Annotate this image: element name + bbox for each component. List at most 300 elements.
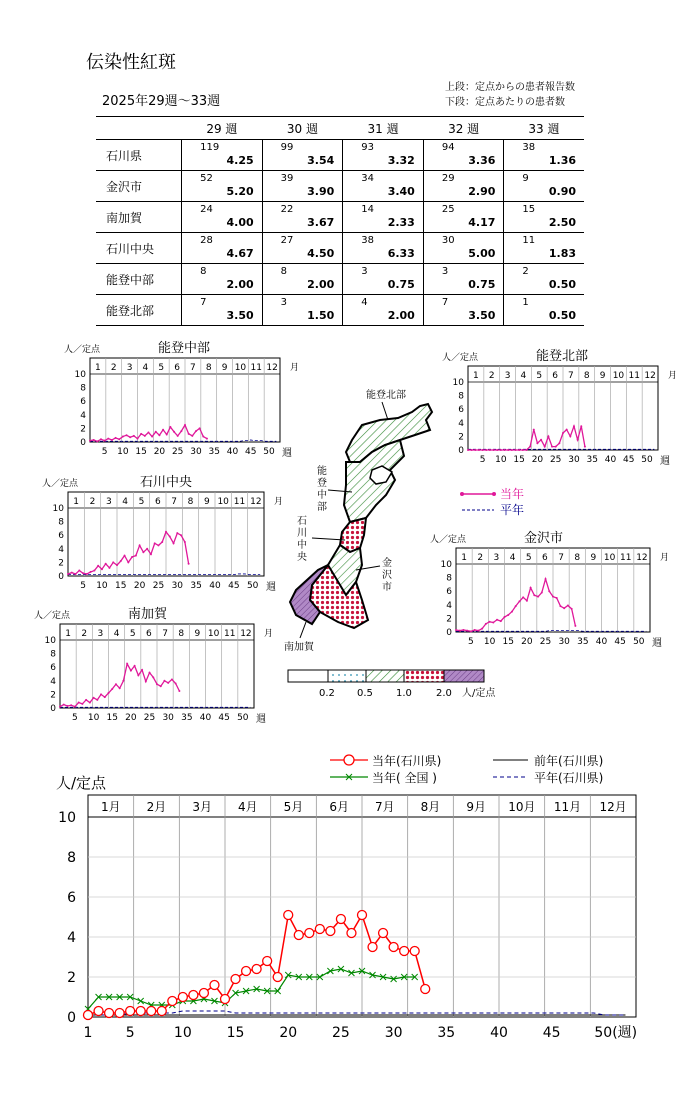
current-point (481, 628, 483, 630)
x-tick-label: 25 (539, 637, 552, 647)
month-label: 11 (250, 363, 262, 373)
current-point (108, 692, 110, 694)
current-point (93, 439, 95, 441)
month-label: 5 (536, 371, 543, 381)
main-current-point (336, 915, 345, 924)
y-tick-label: 6 (50, 663, 56, 674)
current-point (529, 446, 531, 448)
current-point (191, 435, 193, 437)
regional-chart-title: 能登北部 (536, 349, 589, 364)
current-point (552, 596, 554, 598)
current-point (137, 438, 139, 440)
scale-swatch-4 (444, 670, 484, 682)
current-point (485, 623, 487, 625)
current-point (507, 449, 509, 451)
x-tick-label: 20 (153, 447, 166, 457)
month-label: 12 (644, 371, 656, 381)
current-point (147, 431, 149, 433)
month-label: 9 (194, 629, 201, 639)
map-label-ishikawa-chuo-1: 石 (297, 516, 307, 527)
current-point (59, 706, 61, 708)
regional-chart-title: 能登中部 (158, 341, 211, 356)
x-tick-label: 40 (226, 447, 239, 457)
current-point (144, 435, 146, 437)
current-point (151, 436, 153, 438)
current-point (157, 544, 159, 546)
report-count: 29 (441, 173, 455, 184)
main-month-label: 3月 (192, 800, 212, 814)
current-point (536, 442, 538, 444)
current-point (101, 568, 103, 570)
map-label-noto-chubu-3: 中 (317, 490, 327, 501)
per-sentinel-rate: 2.50 (548, 216, 576, 229)
regional-chart-3 (430, 530, 669, 649)
x-tick-label: 15 (502, 637, 514, 647)
per-sentinel-rate: 3.50 (468, 309, 496, 322)
current-point (156, 683, 158, 685)
current-point (459, 630, 461, 632)
current-point (141, 669, 143, 671)
month-label: 8 (178, 629, 185, 639)
month-label: 10 (217, 497, 229, 507)
main-x-tick-label: 20 (279, 1025, 298, 1041)
column-header: 32 週 (423, 117, 504, 140)
current-point (131, 556, 133, 558)
current-point (533, 594, 535, 596)
y-tick-label: 2 (446, 614, 452, 625)
main-current-point (294, 931, 303, 940)
per-sentinel-rate: 1.83 (548, 247, 576, 260)
month-label: 4 (520, 371, 527, 381)
x-tick-label: 35 (190, 581, 202, 591)
report-count: 11 (522, 235, 536, 246)
x-tick-label: 30 (568, 455, 580, 465)
per-sentinel-rate: 1.36 (548, 154, 576, 167)
current-point (78, 702, 80, 704)
month-label: 4 (142, 363, 149, 373)
x-tick-label: 50 (246, 581, 259, 591)
current-point (455, 629, 457, 631)
current-point (485, 449, 487, 451)
current-point (544, 446, 546, 448)
current-point (478, 449, 480, 451)
main-current-point (421, 985, 430, 994)
month-label: 1 (65, 629, 71, 639)
current-point (195, 430, 197, 432)
main-month-label: 8月 (420, 800, 441, 814)
main-x-tick-label: 30 (384, 1025, 403, 1041)
y-tick-label: 0 (446, 628, 452, 638)
x-tick-label: 40 (604, 455, 617, 465)
scale-swatch-1 (328, 670, 366, 682)
month-label: 1 (73, 497, 80, 507)
y-tick-label: 4 (458, 418, 464, 429)
main-current-point (368, 943, 377, 952)
report-count: 7 (441, 297, 449, 308)
per-sentinel-rate: 5.00 (468, 247, 496, 260)
main-x-tick-label: 40 (490, 1025, 508, 1041)
current-point (96, 440, 98, 442)
current-point (63, 704, 65, 706)
x-tick-label: 50 (633, 637, 645, 647)
map-label-noto-chubu-1: 能 (317, 466, 327, 477)
per-sentinel-rate: 0.75 (468, 278, 496, 291)
main-current-point (242, 967, 251, 976)
current-point (515, 449, 517, 451)
scale-swatch-2 (366, 670, 404, 682)
legend-average-label: 平年(石川県) (534, 771, 604, 785)
current-point (489, 449, 491, 451)
month-label: 10 (612, 371, 625, 381)
scale-swatch-3 (404, 670, 444, 682)
month-label: 2 (477, 553, 484, 563)
current-point (90, 571, 92, 573)
month-label: 2 (89, 497, 96, 507)
map-legend-current-label: 当年 (500, 487, 525, 501)
current-point (540, 439, 542, 441)
y-tick-label: 10 (440, 560, 452, 570)
current-point (129, 436, 131, 438)
current-point (492, 621, 494, 623)
y-tick-label: 0 (58, 572, 64, 582)
map-label-ishikawa-chuo-4: 央 (297, 552, 307, 563)
main-current-point (252, 965, 261, 974)
per-sentinel-rate: 4.67 (226, 247, 254, 260)
column-header: 33 週 (504, 117, 584, 140)
current-point (482, 449, 484, 451)
report-count: 14 (361, 204, 374, 215)
current-point (115, 683, 117, 685)
current-point (518, 449, 520, 451)
main-y-tick-label: 8 (67, 850, 76, 866)
current-point (563, 607, 565, 609)
month-label: 12 (266, 363, 278, 373)
scale-label: 0.5 (357, 688, 373, 699)
current-point (89, 440, 91, 442)
per-sentinel-rate: 2.00 (226, 278, 254, 291)
current-point (173, 542, 175, 544)
per-sentinel-rate: 3.32 (387, 154, 415, 167)
per-sentinel-rate: 4.25 (226, 154, 254, 167)
x-tick-label: 45 (218, 713, 230, 723)
x-tick-label: 35 (586, 455, 598, 465)
main-current-point (400, 947, 409, 956)
current-point (160, 685, 162, 687)
current-point (165, 531, 167, 533)
month-label: 8 (574, 553, 581, 563)
current-point (551, 446, 553, 448)
current-point (555, 446, 557, 448)
main-current-point (379, 929, 388, 938)
current-point (71, 572, 73, 574)
main-y-tick-label: 0 (67, 1010, 76, 1026)
main-current-point (126, 1007, 135, 1016)
month-label: 3 (97, 629, 104, 639)
x-tick-label: 5 (479, 455, 486, 465)
current-point (541, 592, 543, 594)
current-point (115, 437, 117, 439)
row-header: 石川県 (96, 140, 182, 171)
current-point (176, 532, 178, 534)
y-tick-label: 0 (458, 446, 464, 456)
current-point (171, 678, 173, 680)
week-unit-label: 週 (256, 714, 266, 725)
y-tick-label: 4 (80, 410, 86, 421)
map-label-kanazawa-3: 市 (382, 582, 392, 593)
week-unit-label: 週 (282, 448, 292, 459)
current-point (111, 688, 113, 690)
main-current-point (389, 943, 398, 952)
per-sentinel-rate: 1.50 (307, 309, 335, 322)
current-point (158, 434, 160, 436)
legend-note-upper: 上段：定点からの患者報告数 (445, 82, 575, 93)
x-tick-label: 30 (171, 581, 184, 591)
scale-swatch-0 (288, 670, 328, 682)
per-sentinel-rate: 4.50 (307, 247, 335, 260)
main-x-tick-label: 35 (437, 1025, 456, 1041)
main-current-point (347, 929, 356, 938)
main-current-point (168, 997, 177, 1006)
current-point (462, 629, 464, 631)
column-header: 31 週 (343, 117, 424, 140)
main-current-point (231, 975, 240, 984)
x-tick-label: 5 (72, 713, 78, 723)
month-label: 1 (461, 553, 467, 563)
row-header: 能登北部 (96, 295, 182, 326)
x-tick-label: 40 (595, 637, 608, 647)
month-label: 9 (599, 371, 606, 381)
current-point (173, 431, 175, 433)
current-point (584, 446, 586, 448)
map-label-noto-hokubu: 能登北部 (366, 390, 406, 401)
current-point (112, 561, 114, 563)
per-sentinel-rate: 3.67 (307, 216, 335, 229)
current-point (127, 561, 129, 563)
current-point (206, 438, 208, 440)
page-title: 伝染性紅斑 (86, 52, 176, 73)
report-count: 3 (441, 266, 449, 277)
current-point (511, 449, 513, 451)
per-sentinel-rate: 3.36 (468, 154, 496, 167)
row-header: 南加賀 (96, 202, 182, 233)
per-sentinel-rate: 4.00 (226, 216, 254, 229)
column-header: 29 週 (182, 117, 263, 140)
per-sentinel-rate: 2.33 (387, 216, 415, 229)
month-label: 4 (122, 497, 129, 507)
current-point (97, 565, 99, 567)
current-point (533, 429, 535, 431)
map-label-ishikawa-chuo-2: 川 (297, 528, 307, 539)
month-label: 12 (636, 553, 648, 563)
y-tick-label: 6 (80, 397, 86, 408)
current-point (116, 564, 118, 566)
y-tick-label: 4 (50, 676, 56, 687)
x-tick-label: 50 (237, 713, 249, 723)
y-tick-label: 8 (50, 649, 56, 660)
main-current-point (147, 1007, 156, 1016)
current-point (500, 449, 502, 451)
report-count: 99 (280, 142, 294, 153)
per-sentinel-rate: 0.75 (387, 278, 415, 291)
current-point (135, 555, 137, 557)
per-sentinel-rate: 6.33 (387, 247, 415, 260)
current-point (500, 620, 502, 622)
current-point (140, 433, 142, 435)
report-count: 8 (280, 266, 288, 277)
current-point (122, 436, 124, 438)
report-count: 2 (522, 266, 529, 277)
month-label: 5 (525, 553, 532, 563)
month-label: 11 (233, 497, 246, 507)
period-label: 2025年29週～33週 (102, 94, 221, 109)
column-header: 30 週 (262, 117, 343, 140)
current-point (118, 438, 120, 440)
current-point (530, 587, 532, 589)
x-tick-label: 25 (549, 455, 562, 465)
current-point (134, 665, 136, 667)
main-current-point (105, 1009, 114, 1018)
current-point (558, 442, 560, 444)
map-label-noto-chubu-4: 部 (317, 502, 327, 513)
current-point (70, 704, 72, 706)
current-point (577, 439, 579, 441)
y-tick-label: 0 (50, 704, 56, 714)
x-tick-label: 5 (101, 447, 108, 457)
current-point (493, 449, 495, 451)
main-current-point (273, 973, 282, 982)
legend-current-pref-marker (344, 755, 354, 765)
current-point (562, 432, 564, 434)
month-unit-label: 月 (264, 629, 274, 639)
x-tick-label: 20 (531, 455, 544, 465)
main-current-point (136, 1007, 145, 1016)
x-tick-label: 10 (87, 713, 100, 723)
report-count: 8 (200, 266, 207, 277)
y-tick-label: 2 (58, 558, 64, 569)
main-month-label: 1月 (101, 800, 121, 814)
report-count: 27 (280, 235, 294, 246)
scale-label: 0.2 (319, 688, 335, 699)
per-sentinel-rate: 2.90 (468, 185, 496, 198)
main-current-point (115, 1009, 124, 1018)
current-point (477, 630, 479, 632)
main-current-point (305, 929, 314, 938)
x-tick-label: 10 (96, 581, 108, 591)
current-point (537, 596, 539, 598)
map-legend-current-marker (460, 492, 464, 496)
x-tick-label: 15 (513, 455, 525, 465)
x-tick-label: 50 (641, 455, 653, 465)
report-count: 24 (200, 204, 213, 215)
current-point (75, 573, 77, 575)
main-current-point (284, 911, 293, 920)
report-count: 94 (441, 142, 455, 153)
x-tick-label: 40 (199, 713, 212, 723)
month-label: 6 (174, 363, 180, 373)
per-sentinel-rate: 3.54 (307, 154, 335, 167)
y-tick-label: 2 (80, 424, 86, 435)
current-point (119, 687, 121, 689)
current-point (470, 630, 472, 632)
month-label: 2 (488, 371, 495, 381)
scale-label: 2.0 (436, 688, 452, 699)
x-tick-label: 35 (181, 713, 193, 723)
legend-current-pref-label: 当年(石川県) (372, 754, 442, 768)
current-point (184, 541, 186, 543)
x-tick-label: 5 (80, 581, 86, 591)
report-count: 39 (280, 173, 294, 184)
report-count: 93 (361, 142, 374, 153)
map-leader-line (300, 622, 306, 638)
x-tick-label: 10 (483, 637, 496, 647)
row-header: 石川中央 (96, 233, 182, 264)
y-unit-label: 人／定点 (34, 611, 71, 621)
current-point (105, 563, 107, 565)
per-sentinel-rate: 3.50 (226, 309, 254, 322)
x-tick-label: 20 (133, 581, 146, 591)
current-point (107, 438, 109, 440)
month-label: 2 (110, 363, 117, 373)
current-point (466, 630, 468, 632)
current-point (169, 536, 171, 538)
week-unit-label: 週 (660, 456, 670, 467)
month-label: 1 (473, 371, 479, 381)
per-sentinel-rate: 5.20 (226, 185, 254, 198)
month-label: 8 (205, 363, 212, 373)
main-current-point (189, 991, 198, 1000)
current-point (96, 699, 98, 701)
month-label: 6 (154, 497, 161, 507)
regional-chart-2 (42, 474, 283, 593)
current-point (474, 449, 476, 451)
x-tick-label: 40 (209, 581, 221, 591)
current-point (86, 573, 88, 575)
main-current-point (315, 925, 324, 934)
y-tick-label: 4 (446, 600, 452, 611)
per-sentinel-rate: 0.50 (548, 278, 576, 291)
month-unit-label: 月 (290, 363, 300, 373)
legend-note-lower: 下段：定点あたりの患者数 (445, 97, 565, 108)
main-current-point (199, 989, 208, 998)
main-month-label: 7月 (375, 800, 395, 814)
current-point (154, 542, 156, 544)
current-point (571, 608, 573, 610)
current-point (82, 572, 84, 574)
y-tick-label: 8 (446, 573, 452, 584)
y-tick-label: 6 (58, 531, 64, 542)
current-point (126, 434, 128, 436)
month-label: 6 (552, 371, 558, 381)
report-count: 9 (522, 173, 529, 184)
current-point (180, 430, 182, 432)
month-label: 3 (504, 371, 511, 381)
report-count: 119 (200, 142, 220, 153)
current-point (489, 621, 491, 623)
current-point (547, 435, 549, 437)
per-sentinel-rate: 2.00 (307, 278, 335, 291)
main-y-tick-label: 2 (67, 970, 76, 986)
current-point (580, 425, 582, 427)
current-point (78, 570, 80, 572)
x-tick-label: 45 (623, 455, 635, 465)
main-month-label: 11月 (553, 800, 582, 814)
current-point (178, 690, 180, 692)
current-point (104, 440, 106, 442)
y-tick-label: 8 (58, 517, 64, 528)
current-point (175, 683, 177, 685)
month-label: 9 (221, 363, 228, 373)
current-point (566, 429, 568, 431)
